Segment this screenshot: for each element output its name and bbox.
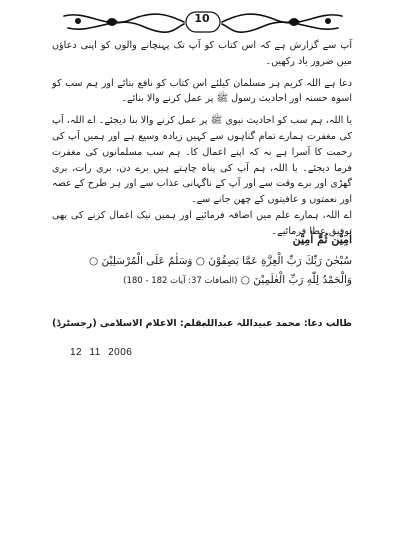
quran-verse xyxy=(52,252,352,291)
date-day: 12 xyxy=(70,347,83,358)
verse-line-1: سُبْحٰنَ رَبِّكَ رَبِّ الْعِزَّةِ عَمَّا يَصِفُوْنَ ○ وَسَلٰمٌ عَلَى الْمُرْسَلِيْنَ ○ xyxy=(89,255,352,267)
author-credit: بقلم: الاعلام الاسلامی (رجسٹرڈ) xyxy=(52,318,206,329)
paragraph-dua: دعا ہے اللہ کریم ہر مسلمان کیلئے اس کتاب کو نافع بنائے اور ہم سب کو اسوہ حسنہ اور احادیث رسول ﷺ پر عمل کرنے والا بنائے۔ xyxy=(52,77,352,105)
verse-line-2-text: وَالْحَمْدُ لِلّٰهِ رَبِّ الْعٰلَمِيْنَ ○ xyxy=(240,274,352,286)
verse-line-2 xyxy=(52,271,352,291)
paragraph-request: آپ سے گزارش ہے کہ اس کتاب کو آپ تک پہنچانے والوں کو اپنی دعاؤں میں ضرور یاد رکھیں۔ xyxy=(52,40,352,67)
date xyxy=(70,347,132,358)
date-month: 11 xyxy=(89,347,101,358)
page-number: 10 xyxy=(194,12,210,25)
verse-reference: (الصافات 37: آیات 182 - 180) xyxy=(123,276,238,286)
date-year: 2006 xyxy=(108,347,133,358)
amin-line: اٰمِیْن ثُمَّ اٰمِیْن xyxy=(292,233,352,246)
body-text xyxy=(52,38,352,240)
paragraph-supplication: یا اللہ، ہم سب کو احادیث نبوی ﷺ پر عمل کرنے والا بنا دیجئے۔ اے اللہ، آپ کی مغفرت ہمارے تمام گناہوں سے کہیں زیادہ وسیع ہے اور ہمیں آپ کی رحمت کا آسرا ہے نہ کہ اپنے اعمال کا۔ ہم سب مسلمانوں کی مغفرت فرما دیجئے۔ یا اللہ، ہم آپ کی پناہ چاہتے ہیں برے دن، بری رات، بری گھڑی اور برے وقت سے اور آپ کے ناگہانی عذاب سے اور ہر طرح کے غصہ اور نعمتوں و عافیتوں کے چھن جانے سے۔ xyxy=(52,115,352,206)
requester-name: طالب دعا: محمد عبیداللہ عبداللہ xyxy=(201,318,352,329)
paragraph-knowledge: اے اللہ، ہمارے علم میں اضافہ فرمائیے اور ہمیں نیک اعمال کرنے کی بھی توفیق عطا فرمائیے۔ xyxy=(52,209,352,237)
